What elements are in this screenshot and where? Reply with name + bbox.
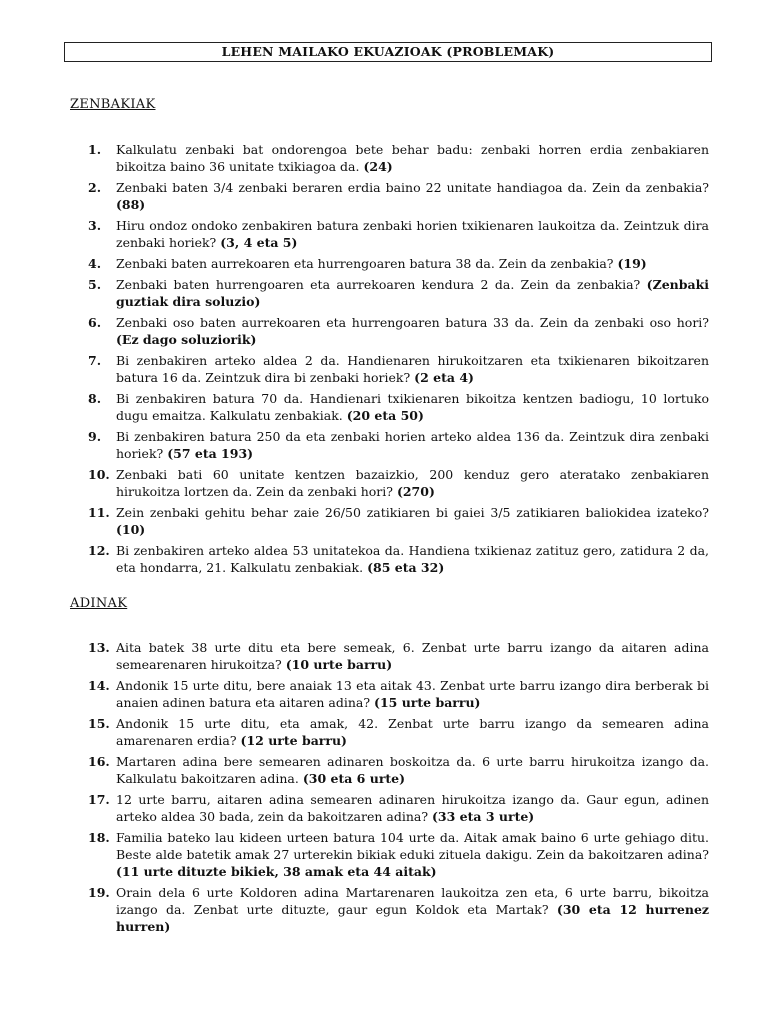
problem-answer: (30 eta 12 hurrenez hurren): [116, 902, 709, 934]
problem-text: 12 urte barru, aitaren adina semearen adinaren hirukoitza izango da. Gaur egun, adinen arteko aldea 30 bada, zein da bakoitzaren adina?: [116, 792, 709, 824]
problem-item: [88, 466, 709, 500]
problem-item: [88, 753, 709, 787]
problem-answer: (Ez dago soluziorik): [116, 332, 257, 347]
problem-item: [88, 715, 709, 749]
problem-number: 3.: [88, 218, 102, 233]
problem-answer: (11 urte dituzte bikiek, 38 amak eta 44 aitak): [116, 864, 437, 879]
problem-number: 11.: [88, 505, 110, 520]
problem-answer: (30 eta 6 urte): [302, 771, 406, 786]
section-heading-adinak: ADINAK: [70, 596, 128, 611]
section-heading-zenbakiak: ZENBAKIAK: [70, 97, 156, 112]
problem-item: [88, 141, 709, 175]
problem-text: Zein zenbaki gehitu behar zaie 26/50 zatikiaren bi gaiei 3/5 zatikiaren baliokidea izateko?: [116, 505, 709, 520]
problem-text: Zenbaki baten aurrekoaren eta hurrengoaren batura 38 da. Zein da zenbakia?: [116, 256, 614, 271]
problem-text: Zenbaki baten hurrengoaren eta aurrekoaren kendura 2 da. Zein da zenbakia?: [116, 277, 641, 292]
problem-answer: (10 urte barru): [285, 657, 393, 672]
document-title: LEHEN MAILAKO EKUAZIOAK (PROBLEMAK): [64, 42, 712, 62]
problem-text: Orain dela 6 urte Koldoren adina Martarenaren laukoitza zen eta, 6 urte barru, bikoitza izango da. Zenbat urte dituzte, gaur egun Koldok eta Martak?: [116, 885, 709, 917]
problem-number: 16.: [88, 754, 110, 769]
problem-answer: (2 eta 4): [414, 370, 474, 385]
problem-item: [88, 639, 709, 673]
problem-answer: (12 urte barru): [240, 733, 347, 748]
problem-text: Andonik 15 urte ditu, bere anaiak 13 eta aitak 43. Zenbat urte barru izango dira berberak bi anaien adinen batura eta aitaren adina?: [116, 678, 709, 710]
problem-number: 5.: [88, 277, 102, 292]
problem-answer: (85 eta 32): [367, 560, 445, 575]
problem-number: 17.: [88, 792, 110, 807]
problem-text: Bi zenbakiren batura 70 da. Handienari txikienaren bikoitza kentzen badiogu, 10 lortuko dugu emaitza. Kalkulatu zenbakiak.: [116, 391, 709, 423]
problem-text: Familia bateko lau kideen urteen batura 104 urte da. Aitak amak baino 6 urte gehiago ditu. Beste alde batetik amak 27 urterekin bikiak eduki zituela dakigu. Zein da bakoitzaren adina?: [116, 830, 709, 862]
problem-text: Bi zenbakiren arteko aldea 53 unitatekoa da. Handiena txikienaz zatituz gero, zatidura 2 da, eta hondarra, 21. Kalkulatu zenbakiak.: [116, 543, 709, 575]
problem-item: [88, 390, 709, 424]
problem-item: [88, 352, 709, 386]
problem-item: [88, 217, 709, 251]
problem-text: Zenbaki oso baten aurrekoaren eta hurrengoaren batura 33 da. Zein da zenbaki oso hori?: [116, 315, 709, 330]
problem-number: 7.: [88, 353, 102, 368]
problem-item: [88, 504, 709, 538]
problem-text: Bi zenbakiren arteko aldea 2 da. Handienaren hirukoitzaren eta txikienaren bikoitzaren batura 16 da. Zeintzuk dira bi zenbaki horiek?: [116, 353, 709, 385]
problem-answer: (15 urte barru): [374, 695, 481, 710]
problem-answer: (33 eta 3 urte): [432, 809, 535, 824]
problem-number: 12.: [88, 543, 110, 558]
problem-number: 10.: [88, 467, 110, 482]
problem-item: [88, 179, 709, 213]
problem-text: Bi zenbakiren batura 250 da eta zenbaki horien arteko aldea 136 da. Zeintzuk dira zenbaki horiek?: [116, 429, 709, 461]
problem-text: Hiru ondoz ondoko zenbakiren batura zenbaki horien txikienaren laukoitza da. Zeintzuk dira zenbaki horiek?: [116, 218, 709, 250]
problem-number: 19.: [88, 885, 110, 900]
problem-list-zenbakiak: [88, 141, 709, 580]
problem-answer: (57 eta 193): [167, 446, 254, 461]
problem-number: 4.: [88, 256, 102, 271]
problem-text: Zenbaki bati 60 unitate kentzen bazaizkio, 200 kenduz gero ateratako zenbakiaren hirukoitza lortzen da. Zein da zenbaki hori?: [116, 467, 709, 499]
problem-answer: (10): [116, 522, 146, 537]
problem-number: 1.: [88, 142, 102, 157]
problem-answer: (19): [617, 256, 647, 271]
problem-number: 18.: [88, 830, 110, 845]
problem-number: 6.: [88, 315, 102, 330]
problem-answer: (20 eta 50): [346, 408, 424, 423]
problem-item: [88, 428, 709, 462]
problem-answer: (88): [116, 197, 146, 212]
problem-answer: (270): [396, 484, 435, 499]
problem-number: 14.: [88, 678, 110, 693]
problem-text: Martaren adina bere semearen adinaren boskoitza da. 6 urte barru hirukoitza izango da. Kalkulatu bakoitzaren adina.: [116, 754, 709, 786]
problem-number: 9.: [88, 429, 102, 444]
problem-number: 8.: [88, 391, 102, 406]
problem-number: 15.: [88, 716, 110, 731]
problem-item: [88, 829, 709, 880]
problem-text: Zenbaki baten 3/4 zenbaki beraren erdia baino 22 unitate handiagoa da. Zein da zenbakia?: [116, 180, 709, 195]
problem-item: [88, 884, 709, 935]
problem-answer: (24): [363, 159, 393, 174]
problem-text: Andonik 15 urte ditu, eta amak, 42. Zenbat urte barru izango da semearen adina amarenaren erdia?: [116, 716, 709, 748]
problem-item: [88, 542, 709, 576]
problem-answer: (Zenbaki guztiak dira soluzio): [116, 277, 709, 309]
problem-text: Aita batek 38 urte ditu eta bere semeak, 6. Zenbat urte barru izango da aitaren adina semearenaren hirukoitza?: [116, 640, 709, 672]
problem-item: [88, 791, 709, 825]
problem-number: 2.: [88, 180, 102, 195]
problem-list-adinak: [88, 639, 709, 939]
problem-item: [88, 677, 709, 711]
problem-number: 13.: [88, 640, 110, 655]
problem-text: Kalkulatu zenbaki bat ondorengoa bete behar badu: zenbaki horren erdia zenbakiaren bikoitza baino 36 unitate txikiagoa da.: [116, 142, 709, 174]
problem-item: [88, 255, 709, 272]
problem-item: [88, 314, 709, 348]
problem-item: [88, 276, 709, 310]
problem-answer: (3, 4 eta 5): [220, 235, 298, 250]
